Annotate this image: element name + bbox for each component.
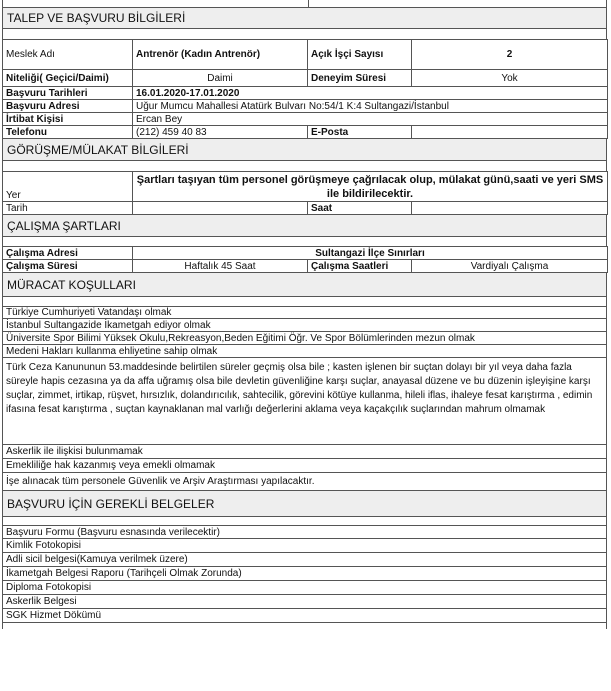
dates-value: 16.01.2020-17.01.2020 [133,87,608,100]
table-row [3,172,608,202]
experience-label: Deneyim Süresi [308,70,412,87]
work-address-value: Sultangazi İlçe Sınırları [133,247,608,260]
table-row [3,100,608,113]
application-info-table [2,39,608,139]
list-item: Medeni Hakları kullanma ehliyetine sahip olmak [2,345,607,358]
nature-label: Niteliği( Geçici/Daimi) [3,70,133,87]
list-item: Başvuru Formu (Başvuru esnasında verilecektir) [2,525,607,539]
table-row [3,126,608,139]
spacer [2,237,607,246]
table-row [3,70,608,87]
list-item: Kimlik Fotokopisi [2,539,607,553]
table-row [3,260,608,273]
open-positions-label: Açık İşçi Sayısı [308,40,412,70]
nature-value: Daimi [133,70,308,87]
section-header-application: TALEP VE BAŞVURU BİLGİLERİ [2,7,607,29]
table-row [3,87,608,100]
job-posting-document [2,0,607,629]
dates-label: Başvuru Tarihleri [3,87,133,100]
list-item: İstanbul Sultangazide İkametgah ediyor olmak [2,319,607,332]
open-positions-value: 2 [412,40,608,70]
date-label: Tarih [3,202,133,215]
list-item: Üniversite Spor Bilimi Yüksek Okulu,Rekreasyon,Beden Eğitimi Öğr. Ve Spor Bölümlerinden mezun olmak [2,332,607,345]
spacer [2,623,607,629]
table-row [3,202,608,215]
time-label: Saat [308,202,412,215]
list-item: Askerlik Belgesi [2,595,607,609]
contact-label: İrtibat Kişisi [3,113,133,126]
list-item: İşe alınacak tüm personele Güvenlik ve Arşiv Araştırması yapılacaktır. [2,473,607,491]
list-item: Askerlik ile ilişkisi bulunmamak [2,445,607,459]
list-item: Türkiye Cumhuriyeti Vatandaşı olmak [2,306,607,319]
criminal-record-paragraph: Türk Ceza Kanununun 53.maddesinde belirtilen süreler geçmiş olsa bile ; kasten işlenen bir suçtan dolayı bir yıl veya daha fazla süreyle hapis cezasına ya da affa uğramış olsa bile devletin güvenliğine karşı suçlar, anayasal düzene ve bu düzenin işleyişine karşı suçlar, zimmet, irtikap, rüşvet, hırsızlık, dolandırıcılık, sahtecilik, görevini kötüye kullanma, hileli iflas, ihaleye fesat karıştırma , edimin ifasına fesat karıştırma , suçtan kaynaklanan mal varlığı değerlerini aklama veya kaçakçılık suçlarından mahrum olmamak [2,358,607,445]
table-row [3,40,608,70]
time-value [412,202,608,215]
email-value [412,126,608,139]
spacer [2,297,607,306]
spacer [2,29,607,39]
email-label: E-Posta [308,126,412,139]
work-address-label: Çalışma Adresi [3,247,133,260]
table-row [3,247,608,260]
place-value: Şartları taşıyan tüm personel görüşmeye çağrılacak olup, mülakat günü,saati ve yeri SMS ile bildirilecektir. [133,172,608,202]
date-value [133,202,308,215]
section-header-interview: GÖRÜŞME/MÜLAKAT BİLGİLERİ [2,139,607,161]
address-label: Başvuru Adresi [3,100,133,113]
working-conditions-table [2,246,608,273]
spacer [2,161,607,171]
work-hours-label: Çalışma Saatleri [308,260,412,273]
work-duration-value: Haftalık 45 Saat [133,260,308,273]
section-header-working-conditions: ÇALIŞMA ŞARTLARI [2,215,607,237]
spacer [2,517,607,525]
contact-value: Ercan Bey [133,113,608,126]
phone-value: (212) 459 40 83 [133,126,308,139]
address-value: Uğur Mumcu Mahallesi Atatürk Bulvarı No:54/1 K:4 Sultangazi/İstanbul [133,100,608,113]
list-item: Diploma Fotokopisi [2,581,607,595]
work-duration-label: Çalışma Süresi [3,260,133,273]
list-item: Adli sicil belgesi(Kamuya verilmek üzere) [2,553,607,567]
list-item: SGK Hizmet Dökümü [2,609,607,623]
list-item: Emekliliğe hak kazanmış veya emekli olmamak [2,459,607,473]
place-label: Yer [3,172,133,202]
work-hours-value: Vardiyalı Çalışma [412,260,608,273]
phone-label: Telefonu [3,126,133,139]
table-row [3,113,608,126]
experience-value: Yok [412,70,608,87]
interview-table [2,171,608,215]
profession-label: Meslek Adı [3,40,133,70]
section-header-documents: BAŞVURU İÇİN GEREKLİ BELGELER [2,491,607,517]
section-header-requirements: MÜRACAT KOŞULLARI [2,273,607,297]
list-item: İkametgah Belgesi Raporu (Tarihçeli Olmak Zorunda) [2,567,607,581]
profession-value: Antrenör (Kadın Antrenör) [133,40,308,70]
